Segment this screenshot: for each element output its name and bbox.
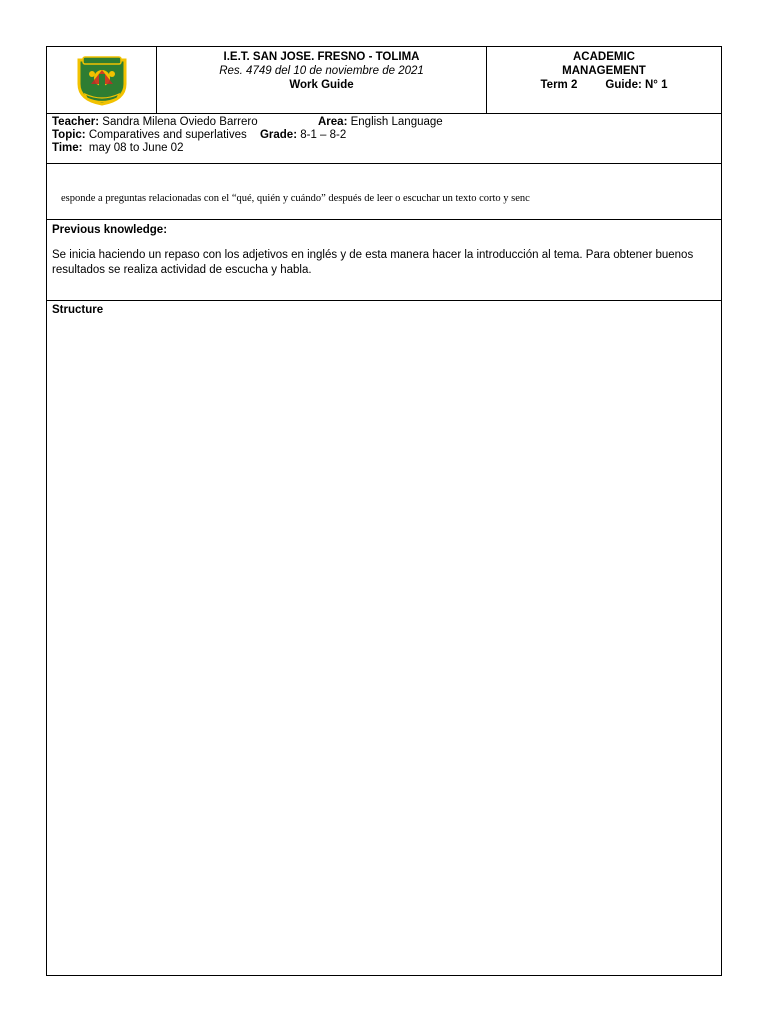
management-line2: MANAGEMENT (562, 65, 646, 77)
previous-knowledge-section (47, 220, 721, 301)
term-label: Term 2 (540, 79, 578, 91)
school-shield-logo-icon (73, 54, 131, 106)
institution-block (157, 47, 487, 113)
course-info (47, 114, 721, 164)
teacher-value: Sandra Milena Oviedo Barrero (99, 116, 258, 128)
previous-knowledge-body: Se inicia haciendo un repaso con los adjetivos en inglés y de esta manera hacer la introducción al tema. Para obtener buenos resultados se realiza actividad de escucha y habla. (52, 249, 694, 276)
management-line1: ACADEMIC (573, 51, 635, 63)
work-guide-page (46, 46, 722, 976)
document-type: Work Guide (289, 79, 354, 91)
objective-section (47, 164, 721, 220)
time-label: Time: (52, 142, 83, 154)
topic-value: Comparatives and superlatives (85, 129, 247, 141)
document-header (47, 47, 721, 114)
topic-label: Topic: (52, 129, 86, 141)
school-name: I.E.T. SAN JOSE. FRESNO - TOLIMA (223, 51, 420, 63)
time-value: may 08 to June 02 (82, 142, 184, 154)
grade-label: Grade: (259, 129, 298, 141)
structure-title: Structure (52, 304, 104, 316)
logo-cell (47, 47, 157, 113)
objective-text: esponde a preguntas relacionadas con el “qué, quién y cuándo” después de leer o escuchar un texto corto y senc (61, 193, 530, 204)
structure-section (47, 301, 721, 975)
area-value: English Language (347, 116, 443, 128)
management-block (487, 47, 721, 113)
area-label: Area: (318, 116, 348, 128)
teacher-label: Teacher: (52, 116, 100, 128)
previous-knowledge-title: Previous knowledge: (52, 224, 168, 236)
grade-value: 8-1 – 8-2 (297, 129, 347, 141)
resolution-text: Res. 4749 del 10 de noviembre de 2021 (219, 65, 424, 77)
guide-number: Guide: N° 1 (605, 79, 668, 91)
